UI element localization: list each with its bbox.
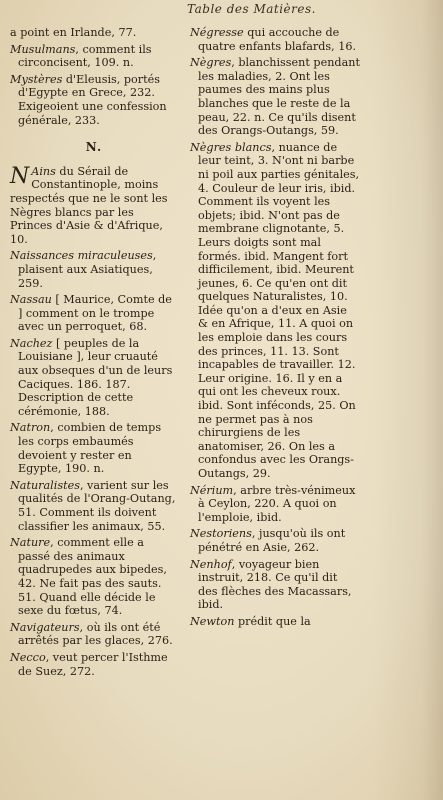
entry-text: du Sérail de Constantinople, moins respectés que ne le sont les Nègres blancs par les Princes d'Asie & d'Afrique, 10.	[10, 164, 168, 246]
entry-text: , arbre très-vénimeux à Ceylon, 220. A quoi on l'emploie, ibid.	[198, 483, 356, 524]
entry-headword: Nature	[10, 536, 51, 550]
entry-headword: Naissances miraculeuses	[10, 249, 153, 263]
index-entry	[10, 73, 178, 127]
entry-text: qui accouche de quatre enfants blafards, 16.	[198, 26, 357, 53]
entry-text: prédit que la	[234, 614, 311, 628]
index-entry	[10, 165, 178, 247]
entry-headword: Mystères	[10, 72, 63, 86]
entry-headword: Nérium	[190, 483, 234, 497]
right-column	[190, 26, 360, 632]
entry-headword: Nègres	[190, 56, 232, 70]
section-letter: N.	[85, 140, 103, 155]
index-entry	[190, 141, 360, 481]
entry-text: , voyageur bien instruit, 218. Ce qu'il dit des flèches des Macassars, ibid.	[198, 557, 352, 612]
index-entry	[190, 527, 360, 554]
index-entry	[10, 421, 178, 475]
index-entry	[10, 651, 178, 678]
entry-headword: Musulmans	[10, 42, 76, 56]
entry-headword: Nestoriens	[190, 527, 252, 541]
entry-text: , jusqu'où ils ont pénétré en Asie, 262.	[198, 527, 346, 554]
index-entry	[190, 558, 360, 612]
entry-headword: Navigateurs	[10, 620, 80, 634]
page-gutter-shadow	[373, 0, 443, 800]
entry-headword: Nègres blancs	[190, 140, 272, 154]
entry-headword: Naturalistes	[10, 478, 80, 492]
index-entry	[10, 337, 178, 419]
index-entry	[10, 621, 178, 648]
index-entry	[10, 43, 178, 70]
entry-headword: Newton	[190, 614, 235, 628]
entry-text: [ peuples de la Louisiane ], leur cruauté aux obseques d'un de leurs Caciques. 186. 187. Description de cette cérémonie, 188.	[18, 336, 173, 418]
running-head: Table des Matières.	[187, 2, 316, 16]
entry-headword: Nassau	[10, 293, 52, 307]
entry-text: , blanchissent pendant les maladies, 2. Ont les paumes des mains plus blanches que le reste de la peau, 22. n. Ce qu'ils disent des Orangs-Outangs, 59.	[198, 56, 360, 138]
index-entry	[10, 26, 178, 40]
drop-cap: N	[10, 163, 30, 189]
index-entry	[10, 479, 178, 533]
entry-headword: Necco	[10, 650, 46, 664]
entry-text: , plaisent aux Asiatiques, 259.	[18, 249, 157, 290]
index-entry	[190, 484, 360, 525]
entry-headword: Nenhof	[190, 557, 232, 571]
entry-text: d'Eleusis, portés d'Egypte en Grece, 232. Exigeoient une confession générale, 233.	[18, 72, 167, 127]
index-entry	[190, 26, 360, 53]
entry-text: , veut percer l'Isthme de Suez, 272.	[18, 650, 168, 678]
entry-text: , nuance de leur teint, 3. N'ont ni barbe ni poil aux parties génitales, 4. Couleur de leur iris, ibid. Comment ils voyent les objets; ibid. N'ont pas de membrane clignotante, 5. Leurs doigts sont mal formés. ibid. Mangent fort difficilement, ibid. Meurent jeunes, 6. Ce qu'en ont dit quelques Naturalistes, 10. Idée qu'on a d'eux en Asie & en Afrique, 11. A quoi on les emploie dans les cours des princes, 11. 13. Sont incapables de travailler. 12. Leur origine. 16. Il y en a qui ont les cheveux roux. ibid. Sont inféconds, 25. On ne permet pas à nos chirurgiens de les anatomiser, 26. On les a confondus avec les Orangs-Outangs, 29.	[198, 140, 360, 480]
index-entry	[190, 56, 360, 138]
entry-text: , comment ils circoncisent, 109. n.	[18, 42, 152, 70]
entry-headword: Natron	[10, 421, 51, 435]
entry-headword: Ains	[31, 164, 56, 178]
entry-text: , varient sur les qualités de l'Orang-Outang, 51. Comment ils doivent classifier les animaux, 55.	[18, 478, 176, 533]
entry-headword: Nachez	[10, 336, 53, 350]
index-entry	[10, 536, 178, 618]
entry-text: , comment elle a passé des animaux quadrupedes aux bipedes, 42. Ne fait pas des sauts. 51. Quand elle décide le sexe du fœtus, 74.	[18, 536, 167, 618]
left-column	[10, 26, 178, 681]
entry-text: [ Maurice, Comte de ] comment on le trompe avec un perroquet, 68.	[18, 293, 172, 334]
index-entry	[10, 249, 178, 290]
entry-headword: Négresse	[190, 26, 244, 39]
entry-text: , combien de temps les corps embaumés devoient y rester en Egypte, 190. n.	[18, 421, 162, 476]
entry-text: , où ils ont été arrêtés par les glaces, 276.	[18, 620, 173, 648]
entry-text: a point en Irlande, 77.	[10, 26, 137, 39]
index-entry	[190, 615, 360, 629]
index-entry	[10, 293, 178, 334]
